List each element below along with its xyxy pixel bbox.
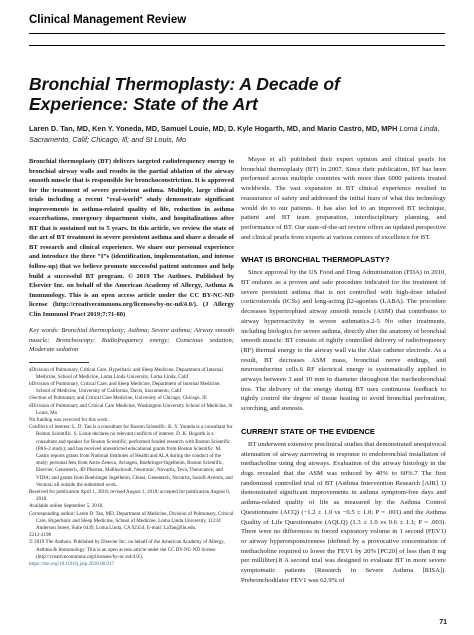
doi-link[interactable]: https://doi.org/10.1016/j.jaip.2018.08.017	[29, 561, 115, 568]
footnote-corresponding: Corresponding author: Laren D. Tan, MD, Department of Medicine, Division of Pulmonary, Critical Care, Hyperbaric and Sleep Medicine, School of Medicine, Loma Linda University, 11234 Anderson Street, Suite 6439, Loma Linda, CA 92354. E-mail: LaTan@llu.edu.	[29, 510, 234, 531]
keywords: Key words: Bronchial thermoplasty; Asthma; Severe asthma; Airway smooth muscle; Bronchoscopy; Radiofrequency energy; Conscious sedation; Moderate sedation	[29, 327, 234, 354]
footnote-available: Available online September 5, 2018.	[29, 503, 104, 510]
current-evidence-paragraph: BT underwent extensive preclinical studies that demonstrated unequivocal attenuation of airway narrowing in response to endobronchial installation of methacholine using dog airways. Evaluation of the airway histology in the dogs revealed that the ASM was reduced by 40% to 60%.7 The first randomized controlled trial of BT (Asthma Intervention Research [AIR] 1) demonstrated significant improvements in asthma symptom-free days and asthma-related quality of life as measured by the Asthma Control Questionnaire (ACQ) (−1.2 ± 1.0 vs −0.5 ± 1.0; P = .001) and the Asthma Quality of Life Questionnaire (AQLQ) (1.3 ± 1.0 vs 0.6 ± 1.1; P = .003). There were no differences in forced expiratory volume in 1 second (FEV1) or airway hyperresponsiveness (defined by a provocative concentration of methacholine required to lower the FEV1 by 20% [PC20] of less than 8 mg per milliliter).8 A second trial was designed to evaluate BT in more severe symptomatic patients (Research in Severe Asthma [RISA]). Prebronchodilator FEV1 was 62.9% of	[241, 440, 446, 584]
authors: Laren D. Tan, MD, Ken Y. Yoneda, MD, Samuel Louie, MD, D. Kyle Hogarth, MD, and Mario Castro, MD, MPH	[29, 124, 398, 133]
header-rule-2	[29, 45, 445, 46]
footnote-issn: 2213-2198	[29, 532, 52, 539]
right-column	[241, 155, 446, 585]
author-locations: Loma Linda, Sacramento, Calif; Chicago, Ill; and St Louis, Mo	[29, 124, 440, 144]
footnotes	[29, 367, 234, 569]
intro-paragraph: Mayse et al1 published their expert opinion and clinical pearls for bronchial thermoplasty (BT) in 2007. Since their publication, BT has been performed across multiple countries with more than 6000 patients treated worldwide. The vast expansion in BT clinical experience resulted in reassurance of safety and addressed the initial fears of what this technology would do to our patients. It has also led to an improved BT technique, patient and BT team preparation, interdisciplinary planning, and performance of BT. Our state-of-the-art review offers an updated perspective and clinical pearls from experts at various centers of excellence for BT.	[241, 156, 446, 241]
footnote-conflicts: Conflicts of interest: L. D. Tan is a consultant for Boston Scientific. K. Y. Yoneda is a consultant for Boston Scientific. S. Louie declares no relevant conflicts of interest. D. K. Hogarth is a consultant and speaker for Boston Scientific; performed funded research with Boston Scientific (PAS-2 study); and has received unrestricted educational grants from Boston Scientific. M. Castro reports grants from National Institutes of Health and ALA during the conduct of the study; personal fees from Astra-Zeneca, Aviragen, Boehringer-Ingelheim, Boston Scientific, Elsevier, Genentech, 4D Pharma, Mallinckrodt, Neutronic, Novartis, Teva, Theravance, and VIDA; and grants from Boehringer Ingelheim, Chiesi, Genentech, Novartis, Sanofi-Aventis, and Vectura; all outside the submitted work.	[29, 424, 233, 488]
header-rule	[29, 33, 445, 34]
left-column	[29, 157, 234, 568]
abstract: Bronchial thermoplasty (BT) delivers targeted radiofrequency energy to bronchial airway walls and results in the partial ablation of the airway smooth muscle that is responsible for bronchoconstriction. It is approved for the treatment of severe persistent asthma. Multiple, large clinical trials including a recent “real-world” study demonstrate significant improvements in asthma-related quality of life, reduction in asthma exacerbations, emergency department visits, and hospitalizations after BT that is sustained out to 5 years. In this article, we review the state of the art of BT treatment in severe persistent asthma and share a decade of BT research and clinical experience. We share our personal experience and introduce the three “I”s (identification, implementation, and intense follow-up) that we believe promote successful patient outcomes and help build a successful BT program. © 2019 The Authors. Published by Elsevier Inc. on behalf of the American Academy of Allergy, Asthma & Immunology. This is an open access article under the CC BY-NC-ND license (http://creativecommons.org/licenses/by-nc-nd/4.0/). (J Allergy Clin Immunol Pract 2019;7:71-80)	[29, 158, 234, 318]
footnote-received: Received for publication April 1, 2018; revised August 1, 2018; accepted for publication August 6, 2018.	[29, 488, 231, 503]
footnote-doi-link[interactable]	[29, 561, 234, 568]
article-title: Bronchial Thermoplasty: A Decade of Experience: State of the Art	[29, 74, 340, 114]
author-list	[29, 123, 447, 145]
footnote-affiliation-c: cSection of Pulmonary and Critical Care Medicine, University of Chicago, Chicago, Ill	[29, 395, 207, 402]
footnote-license: © 2019 The Authors. Published by Elsevier Inc. on behalf of the American Academy of Allergy, Asthma & Immunology. This is an open access article under the CC BY-NC-ND license (http://creativecommons.org/licenses/by-nc-nd/4.0/).	[29, 539, 225, 560]
footnote-affiliation-d: dDivision of Pulmonary and Critical Care Medicine, Washington University School of Medicine, St Louis, Mo	[29, 402, 233, 416]
footnote-funding: No funding was received for this work.	[29, 416, 109, 423]
heading-current-evidence: CURRENT STATE OF THE EVIDENCE	[241, 426, 375, 436]
section-heading: Clinical Management Review	[29, 14, 187, 26]
footnote-rule	[29, 362, 89, 363]
footnote-affiliation-b: bDivision of Pulmonary, Critical Care, and Sleep Medicine, Department of Internal Medicine, School of Medicine, University of California, Davis, Sacramento, Calif	[29, 380, 221, 395]
heading-what-is-bt: WHAT IS BRONCHIAL THERMOPLASTY?	[241, 255, 390, 265]
what-is-bt-paragraph: Since approval by the US Food and Drug Administration (FDA) in 2010, BT endures as a proven and safe procedure indicated for the treatment of severe persistent asthma that is not controlled with high-dose inhaled corticosteroids (ICSs) and long-acting β2-agonists (LABA). The procedure decreases hypertrophied airway smooth muscle (ASM) that contributes to airway hyperreactivity in severe asthmatics.2-5 No other treatments, including biologics for severe asthma, directly alter the anatomy of bronchial smooth muscle. BT consists of tightly controlled delivery of radiofrequency (RF) thermal energy to the airway wall via the Alair catheter electrode. As a result, BT decreases ASM mass, bronchial nerve endings, and neuroendocrine cells.6 RF electrical energy is systematically applied to airways between 3 and 10 mm in diameter throughout the tracheobronchial tree. The delivery of the energy during BT uses continuous feedback to tightly control the degree of tissue heating to avoid bronchial perforation, scorching, and stenosis.	[241, 269, 446, 413]
footnote-affiliation-a: aDivision of Pulmonary, Critical Care, Hyperbaric and Sleep Medicine, Department of Internal Medicine, School of Medicine, Loma Linda University, Loma Linda, Calif	[29, 366, 223, 380]
page-number: 71	[439, 619, 447, 626]
